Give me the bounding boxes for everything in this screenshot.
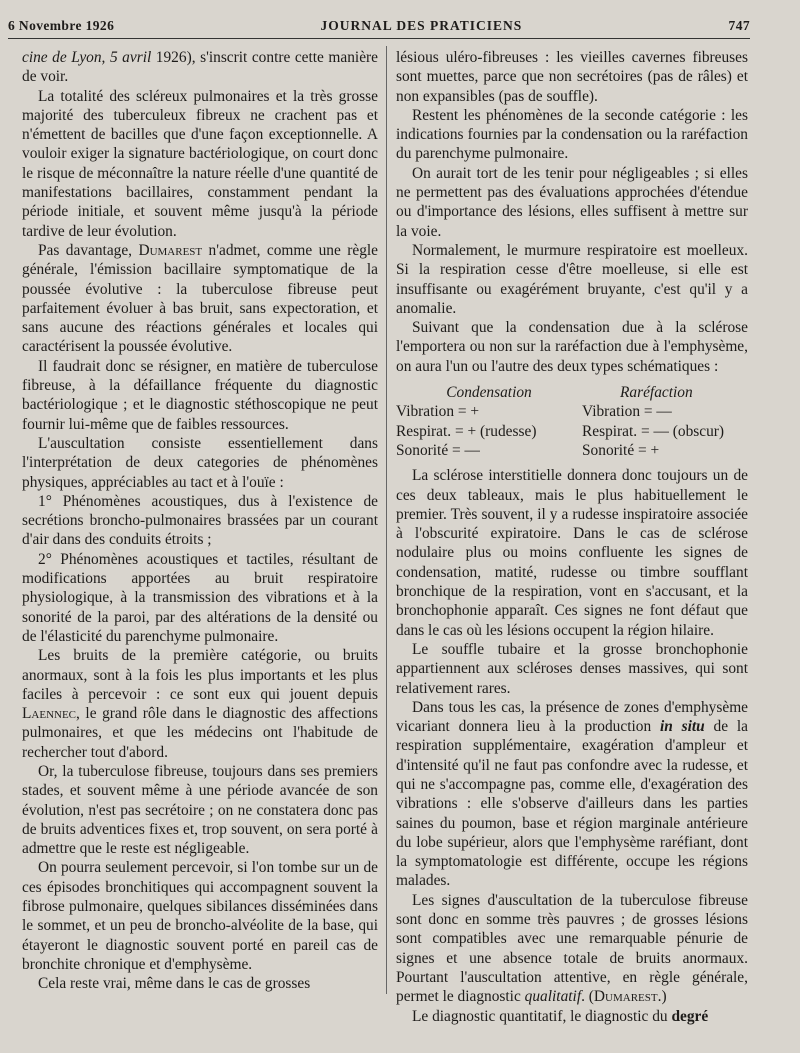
paragraph-text: n'admet, comme une règle générale, l'émission bacillaire symptomatique de la poussée évolutive : la tuberculose fibreuse peut parfaitement évoluer à bas bruit, sans expectoration, et sans aucune des réactions générales et locales qui caractérisent la poussée évolutive. (22, 241, 379, 356)
paragraph-text: Les bruits de la première catégorie, ou bruits anormaux, sont à la fois les plus importants et les plus faciles à percevoir : ce sont eux qui jouent depuis (22, 647, 378, 703)
author-name: Dumarest (593, 988, 658, 1006)
paragraph (396, 891, 748, 1007)
paragraph: 2° Phénomènes acoustiques et tactiles, résultant de modifications apportées au bruit respiratoire physiologique, à la transmission des vibrations et à la sonorité de la paroi, par des altérations de la densité ou de l'élasticité du parenchyme pulmonaire. (22, 550, 378, 645)
header-page-number: 747 (728, 18, 750, 33)
paragraph-text: Le diagnostic quantitatif, le diagnostic du (412, 1007, 672, 1025)
paragraph-text: de la respiration supplémentaire, exagération d'ampleur et d'intensité qu'il ne faut pas confondre avec la rudesse, et qui ne s'accompagne pas, comme elle, d'exagération des vibrations : elle s'observe d'ailleurs dans les parties saines du poumon, base et région marginale antérieure du lobe supérieur, alors que l'emphysème raréfiant, dont la symptomatologie est différente, occupe les régions malades. (396, 718, 748, 890)
paragraph-text: Pas davantage, (38, 241, 139, 259)
left-column (22, 48, 378, 994)
signs-table (396, 383, 748, 460)
author-name: Laennec (22, 705, 77, 723)
paragraph: Suivant que la condensation due à la sclérose l'emportera ou non sur la raréfaction due à l'emphysème, on aura l'un ou l'autre des deux types schématiques : (396, 319, 748, 375)
bold-term: degré (671, 1007, 709, 1025)
paragraph: On aurait tort de les tenir pour négligeables ; si elles ne permettent pas des évaluations approchées d'étendue ou d'importance des lésions, elles suffisent à mettre sur la voie. (396, 164, 748, 240)
table-heading-condensation: Condensation (446, 384, 532, 402)
paragraph: Il faudrait donc se résigner, en matière de tuberculose fibreuse, à la défaillance fréquente du diagnostic bactériologique ; et le diagnostic stéthoscopique ne peut fournir lui-même que de faibles ressources. (22, 357, 378, 433)
paragraph (22, 48, 378, 87)
column-divider (386, 46, 387, 994)
emphasis-term: qualitatif (524, 988, 582, 1006)
paragraph: 1° Phénomènes acoustiques, dus à l'existence de secrétions broncho-pulmonaires brassées par un courant d'air dans des conduits étroits ; (22, 492, 378, 549)
table-cell: Sonorité = — (396, 441, 480, 459)
page-header (8, 18, 750, 40)
paragraph (396, 1007, 748, 1026)
header-date: 6 Novembre 1926 (8, 18, 115, 33)
header-rule (8, 38, 750, 39)
table-cell: Sonorité = + (582, 441, 660, 459)
paragraph: Cela reste vrai, même dans le cas de grosses (38, 975, 311, 993)
latin-term: in situ (659, 718, 705, 736)
table-cell: Vibration = — (582, 403, 672, 421)
paragraph: lésious uléro-fibreuses : les vieilles cavernes fibreuses sont muettes, parce que non secrétoires (pas de râles) et non expansibles (pas de souffle). (396, 49, 748, 105)
paragraph: Normalement, le murmure respiratoire est moelleux. Si la respiration cesse d'être moelleuse, si elle est insuffisante ou exagérément bruyante, c'est qu'il y a anomalie. (396, 241, 748, 317)
paragraph: Or, la tuberculose fibreuse, toujours dans ses premiers stades, et souvent même à une période avancée de son évolution, n'est pas secrétoire ; on ne constatera donc pas de bruits adventices fixes et, trop souvent, on sera porté à admettre que le reste est négligeable. (22, 762, 378, 858)
table-cell: Respirat. = — (obscur) (582, 422, 725, 440)
paragraph (22, 241, 378, 357)
header-journal-title: JOURNAL DES PRATICIENS (320, 18, 523, 33)
table-cell: Respirat. = + (rudesse) (396, 422, 537, 440)
paragraph: Restent les phénomènes de la seconde catégorie : les indications fournies par la condensation ou la raréfaction du parenchyme pulmonaire. (396, 106, 748, 163)
paragraph-text: . ( (581, 988, 594, 1006)
table-heading-rarefaction: Raréfaction (620, 384, 693, 402)
paragraph-text: Les signes d'auscultation de la tuberculose fibreuse sont donc en somme très pauvres ; de grosses lésions sont compatibles avec une remarquable pénurie de signes et une absence totale de bruits anormaux. Pourtant l'auscultation attentive, en règle générale, permet le diagnostic (396, 891, 748, 1006)
paragraph (22, 646, 378, 762)
paragraph: Le souffle tubaire et la grosse bronchophonie appartiennent aux scléroses denses massives, qui sont relativement rares. (396, 640, 748, 697)
citation-italic: cine de Lyon, 5 avril (22, 49, 152, 66)
paragraph: L'auscultation consiste essentiellement dans l'interprétation de deux categories de phénomènes physiques, appréciables au tact et à l'ouïe : (22, 434, 378, 491)
paragraph-text: , le grand rôle dans le diagnostic des affections pulmonaires, et que les médecins ont l'habitude de rechercher tout d'abord. (22, 705, 378, 761)
right-column (396, 48, 748, 1026)
paragraph (396, 698, 748, 891)
table-cell: Vibration = + (396, 403, 480, 421)
paragraph: On pourra seulement percevoir, si l'on tombe sur un de ces épisodes bronchitiques qui accompagnent souvent la fibrose pulmonaire, quelques sibilances disséminées dans le sommet, et un peu de broncho-alvéolite de la base, qui étayeront le diagnostic souvent porté en pareil cas de bronchite chronique et d'emphysème. (22, 859, 378, 973)
paragraph-text: 1926), s'inscrit contre cette manière de voir. (22, 49, 378, 86)
paragraph-text: Dans tous les cas, la présence de zones d'emphysème vicariant donnera lieu à la production (396, 698, 748, 736)
paragraph-text: .) (657, 988, 667, 1006)
paragraph: La totalité des scléreux pulmonaires et la très grosse majorité des tuberculeux fibreux ne crachent pas et n'émettent de bacilles que d'une façon exceptionnelle. A vouloir exiger la signature bactériologique, on court donc le risque de méconnaître la nature réelle d'une quantité de manifestations bacillaires, constamment pendant la période initiale, et souvent même jusqu'à la période tardive de leur évolution. (22, 87, 378, 240)
paragraph: La sclérose interstitielle donnera donc toujours un de ces deux tableaux, mais le plus habituellement le premier. Très souvent, il y a rudesse inspiratoire associée à l'obscurité expiratoire. Dans le cas de sclérose nodulaire plus ou moins confluente les signes de condensation, matité, rudesse ou timbre soufflant bronchique de la respiration, vont en s'accusant, et la bronchophonie apparaît. Ces signes ne font défaut que dans le cas où les lésions occupent la région hilaire. (396, 467, 748, 639)
author-name: Dumarest (138, 241, 203, 259)
